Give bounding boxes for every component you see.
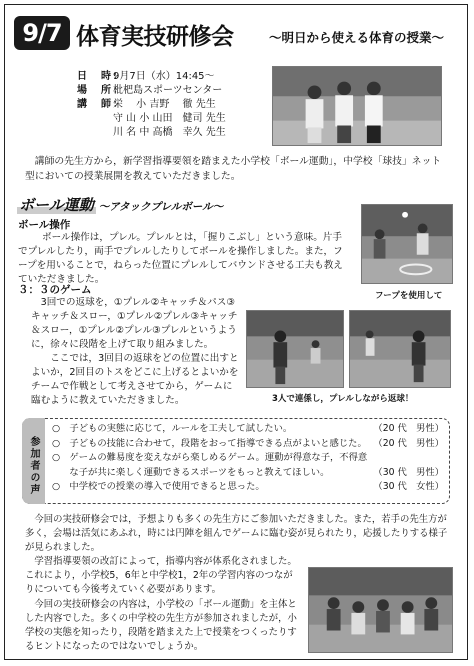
voices-label: 参加者の声: [22, 418, 45, 504]
info-row-lecturer: [77, 98, 226, 112]
info-label: 場 所：: [77, 85, 125, 96]
info-value: 守 山 小 山田 健司 先生: [113, 113, 226, 124]
info-value: 川 名 中 高橋 幸久 先生: [113, 127, 226, 138]
info-label: [77, 112, 113, 126]
game-heading: ３：３のゲーム: [18, 284, 92, 296]
game-photo-1: [246, 310, 344, 388]
info-value: 9月7日（水）14:45〜: [113, 71, 215, 82]
page-subtitle: 〜明日から使える体育の授業〜: [269, 30, 445, 45]
section-subtitle: 〜アタックプレルボール〜: [98, 201, 224, 213]
voice-text: 子どもの実態に応じて，ルールを工夫して試したい。: [69, 423, 293, 434]
voice-item: [52, 437, 444, 452]
info-row-place: [77, 84, 226, 98]
game-text-2: ここでは，3回目の返球をどの位置に出すとよいか，2回目のトスをどこに上げるとよいかをチームで作戦として考えさせてから，ゲームに臨むように教えていただきました。: [31, 353, 239, 406]
voice-text: ゲームの難易度を変えながら楽しめるゲーム。運動が得意な子，不得意な子が共に楽しく運動できるスポーツをもっと教えてほしい。: [69, 452, 368, 478]
lecturers-photo: [272, 66, 442, 146]
voices-list: [52, 422, 444, 495]
info-value: 栄 小 吉野 徹 先生: [113, 99, 216, 110]
bullet-icon: ○: [52, 452, 70, 463]
info-row-date: [77, 70, 226, 84]
game-caption: 3人で連係し，プレルしながら返球！: [272, 394, 414, 404]
section-heading: [17, 194, 223, 215]
hoop-photo: [361, 204, 453, 284]
ball-op-heading: ボール操作: [18, 219, 71, 231]
closing-text: [25, 513, 455, 556]
voice-item: [52, 451, 444, 480]
bullet-icon: ○: [52, 481, 70, 492]
closing-paragraph: 今回の実技研修会の内容は，小学校の「ボール運動」を主体とした内容でした。多くの中学校の先生方が参加されましたが，小学校の実態を知ったり，段階を踏まえた上で授業をつくったりするヒントになったのではないでしょうか。: [25, 598, 297, 653]
ball-op-text: ボール操作は，プレル。プレルとは，「握りこぶし」という意味。片手でプレルしたり，両手でプレルしたりしてボールを操作しました。また，フープを用いることで，ねらった位置にプレルしてバウンドさせる工夫も教えていただきました。: [18, 232, 343, 285]
game-photo-2: [349, 310, 451, 388]
info-row-lecturer: [77, 112, 226, 126]
voice-author: （20 代 男性）: [373, 423, 444, 434]
game-text-1: 3回での返球を，①プレル②キャッチ＆パス③キャッチ＆スロー，①プレル②プレル③キャッチ＆スロー，①プレル②プレル③プレルというように，徐々に段階を上げて取り組みました。: [31, 297, 238, 350]
info-value: 枇杷島スポーツセンター: [113, 85, 223, 96]
hoop-caption: フープを使用して: [375, 291, 443, 301]
voice-author: （20 代 男性）: [373, 437, 444, 449]
group-photo: [308, 567, 453, 653]
info-label: [77, 126, 113, 140]
voice-author: （30 代 女性）: [373, 481, 444, 492]
closing-text-narrow: [25, 555, 300, 654]
event-info: [77, 70, 226, 140]
intro-text: 講師の先生方から，新学習指導要領を踏まえた小学校「ボール運動」，中学校「球技」ネット型においての授業展開を教えていただきました。: [25, 156, 442, 182]
closing-paragraph: 今回の実技研修会では，予想よりも多くの先生方にご参加いただきました。また，若手の先生方が多く，会場は活気にあふれ，時には円陣を組んでゲームに臨む姿が見られたり，応援したりする様子が見られました。: [25, 514, 448, 554]
section-title: ボール運動: [19, 196, 94, 214]
closing-paragraph: 学習指導要領の改訂によって，指導内容が体系化されました。これにより，小学校5，6年と中学校1，2年の学習内容のつながりについても今後考えていく必要があります。: [25, 556, 297, 596]
bullet-icon: ○: [52, 423, 70, 434]
voice-item: [52, 480, 444, 495]
info-label: 日 時：: [77, 71, 125, 82]
voice-text: 子どもの技能に合わせて，段階をおって指導できる点がよいと感じた。: [69, 437, 367, 449]
info-label: 講 師：: [77, 99, 125, 110]
date-badge: 9/7: [14, 16, 70, 50]
bullet-icon: ○: [52, 437, 70, 449]
page-title: 体育実技研修会: [76, 24, 234, 50]
voice-author: （30 代 男性）: [373, 466, 444, 478]
voice-text: 中学校での授業の導入で使用できると思った。: [69, 481, 265, 492]
info-row-lecturer: [77, 126, 226, 140]
voice-item: [52, 422, 444, 437]
